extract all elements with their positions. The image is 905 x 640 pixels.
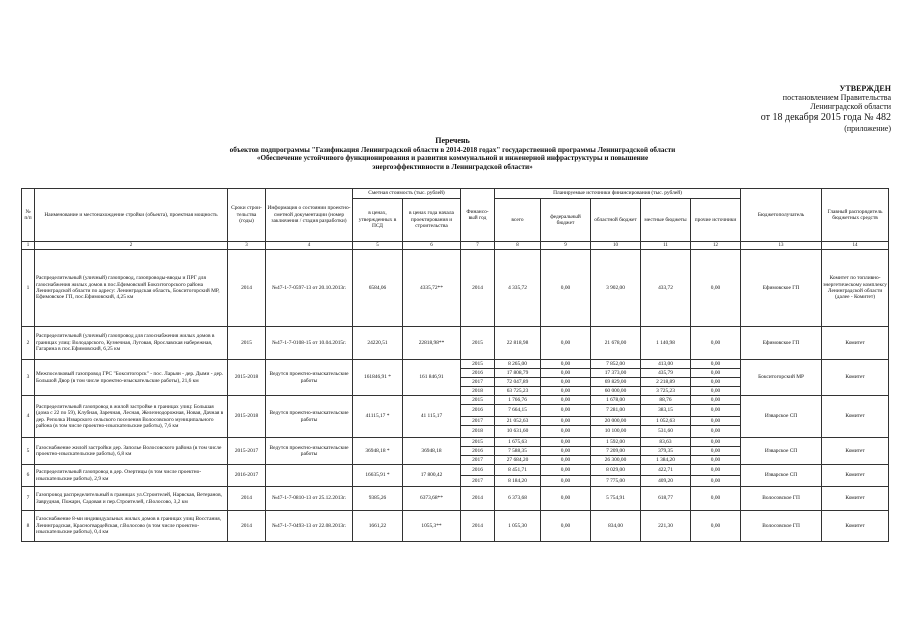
- fin-total: 1 055,30: [495, 511, 541, 542]
- fin-total: 6 373,68: [495, 487, 541, 511]
- object-name: Межпоселковый газопровод ГРС "Бокситогорск" - пос. Ларьян - дер. Дыми - дер. Большой Двор (в том числе проектно-изыскательские работы), 21,6 км: [35, 360, 228, 396]
- fin-total: 8 265,00: [495, 360, 541, 369]
- construction-terms: 2014: [228, 487, 266, 511]
- budget-recipient: Волосовское ГП: [741, 487, 822, 511]
- fin-local: 433,72: [641, 250, 691, 327]
- object-name: Распределительный (уличный) газопровод, газопроводы-вводы и ПРГ для газоснабжения жилых домов в пос.Ефимовский Бокситогорского района Ленинградской области по адресу: Ленинградская область, Бокситогорский МР, Ефимовское ГП, пос.Ефимовский, 4,25 км: [35, 250, 228, 327]
- table-row: [22, 396, 889, 405]
- construction-terms: 2015: [228, 327, 266, 360]
- design-documentation-info: Ведутся проектно-изыскательские работы: [266, 360, 353, 396]
- fin-federal: 0,00: [541, 476, 591, 487]
- table-row: [22, 511, 889, 542]
- fin-total: 21 052,63: [495, 417, 541, 426]
- header-other: прочие источники: [691, 199, 741, 242]
- fin-other: 0,00: [691, 250, 741, 327]
- cost-current-prices: 6373,68**: [403, 487, 461, 511]
- fin-regional: 834,00: [591, 511, 641, 542]
- objects-table: [21, 188, 889, 542]
- column-number: 4: [266, 242, 353, 250]
- main-budget-manager: Комитет по топливно-энергетическому комплексу Ленинградской области (далее - Комитет): [822, 250, 889, 327]
- cost-approved-psd: 41115,17 *: [353, 396, 403, 438]
- approval-line-3: Ленинградской области: [810, 102, 891, 112]
- fin-total: 1 766,76: [495, 396, 541, 405]
- table-row: [22, 250, 889, 327]
- fin-other: 0,00: [691, 387, 741, 396]
- column-number-row: [22, 242, 889, 250]
- header-name: Наименование и местонахождение стройки (объекта), проектная мощность: [35, 189, 228, 242]
- title-line-2: объектов подпрограммы "Газификация Ленинградской области в 2014-2018 годах" государственной программы Ленинградской области: [229, 145, 676, 154]
- document-title: [150, 137, 755, 171]
- column-number: 3: [228, 242, 266, 250]
- approval-date: от 18 декабря 2015 года № 482: [760, 111, 891, 123]
- fin-other: 0,00: [691, 456, 741, 465]
- fin-federal: 0,00: [541, 447, 591, 456]
- fin-other: 0,00: [691, 487, 741, 511]
- budget-recipient: Ефимовское ГП: [741, 250, 822, 327]
- cost-approved-psd: 9385,26: [353, 487, 403, 511]
- column-number: 13: [741, 242, 822, 250]
- fin-year: 2014: [461, 487, 495, 511]
- header-recipient: Бюджетополучатель: [741, 189, 822, 242]
- cost-approved-psd: 1661,22: [353, 511, 403, 542]
- fin-regional: 7 852,00: [591, 360, 641, 369]
- fin-federal: 0,00: [541, 378, 591, 387]
- fin-year: 2018: [461, 387, 495, 396]
- fin-federal: 0,00: [541, 396, 591, 405]
- fin-other: 0,00: [691, 417, 741, 426]
- fin-other: 0,00: [691, 327, 741, 360]
- fin-federal: 0,00: [541, 456, 591, 465]
- fin-total: 4 335,72: [495, 250, 541, 327]
- header-fin-year: Финансо-вый год: [461, 189, 495, 242]
- fin-year: 2016: [461, 405, 495, 417]
- budget-recipient: Изварское СП: [741, 465, 822, 487]
- header-fin-group: Планируемые источники финансирования (тыс. рублей): [495, 189, 741, 199]
- main-budget-manager: Комитет: [822, 396, 889, 438]
- object-name: Распределительный (уличный) газопровод для газоснабжения жилых домов в границах улиц: Володарского, Кузнечная, Луговая, Ярославская набережная, Гагарина в пос.Ефимовский, 6,25 км: [35, 327, 228, 360]
- cost-current-prices: 1055,3**: [403, 511, 461, 542]
- fin-federal: 0,00: [541, 327, 591, 360]
- column-number: 7: [461, 242, 495, 250]
- column-number: 1: [22, 242, 35, 250]
- fin-year: 2014: [461, 250, 495, 327]
- fin-local: 435,79: [641, 369, 691, 378]
- approval-block: [761, 84, 891, 133]
- fin-year: 2017: [461, 378, 495, 387]
- construction-terms: 2015-2018: [228, 396, 266, 438]
- title-line-4: энергоэффективности в Ленинградской области»: [372, 162, 533, 171]
- cost-approved-psd: 161846,91 *: [353, 360, 403, 396]
- row-number: 8: [22, 511, 35, 542]
- fin-local: 1 140,98: [641, 327, 691, 360]
- fin-total: 1 675,63: [495, 438, 541, 447]
- construction-terms: 2015-2017: [228, 438, 266, 465]
- title-line-3: «Обеспечение устойчивого функционирования и развития коммунальной и инженерной инфраструктуры и повышение: [256, 154, 649, 163]
- header-info: Информация о состоянии проектно-сметной документации (номер заключения / стадия разработки): [266, 189, 353, 242]
- fin-total: 7 664,15: [495, 405, 541, 417]
- fin-local: 379,35: [641, 447, 691, 456]
- object-name: Газопровод распределительный в границах ул.Строителей, Нарвская, Ветеранов, Заврудная, Пожарн, Садовая и пер.Строителей, г.Волосово, 3,2 км: [35, 487, 228, 511]
- cost-approved-psd: 16635,91 *: [353, 465, 403, 487]
- fin-federal: 0,00: [541, 417, 591, 426]
- cost-current-prices: 36948,18: [403, 438, 461, 465]
- fin-other: 0,00: [691, 378, 741, 387]
- column-number: 11: [641, 242, 691, 250]
- fin-local: 413,00: [641, 360, 691, 369]
- fin-other: 0,00: [691, 405, 741, 417]
- fin-federal: 0,00: [541, 438, 591, 447]
- fin-year: 2018: [461, 426, 495, 438]
- fin-regional: 17 373,00: [591, 369, 641, 378]
- header-local: местные бюджеты: [641, 199, 691, 242]
- main-budget-manager: Комитет: [822, 511, 889, 542]
- header-num: № п/п: [22, 189, 35, 242]
- construction-terms: 2015-2018: [228, 360, 266, 396]
- fin-year: 2017: [461, 456, 495, 465]
- design-documentation-info: №47-1-7-0493-13 от 22.08.2013г.: [266, 511, 353, 542]
- table-row: [22, 438, 889, 447]
- fin-local: 409,20: [641, 476, 691, 487]
- fin-federal: 0,00: [541, 487, 591, 511]
- fin-regional: 1 678,00: [591, 396, 641, 405]
- fin-year: 2015: [461, 360, 495, 369]
- approval-title: УТВЕРЖДЕН: [839, 84, 891, 93]
- fin-regional: 20 000,00: [591, 417, 641, 426]
- column-number: 10: [591, 242, 641, 250]
- table-body: [22, 242, 889, 542]
- construction-terms: 2016-2017: [228, 465, 266, 487]
- design-documentation-info: №47-1-7-0810-13 от 25.12.2013г.: [266, 487, 353, 511]
- fin-other: 0,00: [691, 438, 741, 447]
- fin-regional: 60 000,00: [591, 387, 641, 396]
- fin-other: 0,00: [691, 511, 741, 542]
- fin-other: 0,00: [691, 465, 741, 476]
- fin-federal: 0,00: [541, 405, 591, 417]
- cost-current-prices: 4335,72**: [403, 250, 461, 327]
- column-number: 14: [822, 242, 889, 250]
- approval-note: (приложение): [844, 123, 891, 133]
- fin-total: 22 818,98: [495, 327, 541, 360]
- table-row: [22, 487, 889, 511]
- budget-recipient: Изварское СП: [741, 438, 822, 465]
- fin-year: 2015: [461, 438, 495, 447]
- fin-year: 2017: [461, 476, 495, 487]
- row-number: 7: [22, 487, 35, 511]
- construction-terms: 2014: [228, 250, 266, 327]
- object-name: Распределительный газопровод в жилой застройке в границах улиц: Большая (дома с 22 по 59), Клубная, Заречная, Лесная, Железнодорожная, Новая, Дачная в дер. Реполка Изварского сельского поселения Волосовского муниципального района (в том числе проектно-изыскательские работы), 7,6 км: [35, 396, 228, 438]
- fin-other: 0,00: [691, 396, 741, 405]
- cost-approved-psd: 36948,18 *: [353, 438, 403, 465]
- fin-federal: 0,00: [541, 360, 591, 369]
- fin-total: 27 684,20: [495, 456, 541, 465]
- fin-regional: 7 209,00: [591, 447, 641, 456]
- object-name: Газоснабжение 8-ми индивидуальных жилых домов в границах улиц Восстания, Ленинградская, Красногвардейская, г.Волосово (в том числе проектно-изыскательские работы), 0,4 км: [35, 511, 228, 542]
- cost-approved-psd: 24220,51: [353, 327, 403, 360]
- fin-regional: 7 281,00: [591, 405, 641, 417]
- fin-regional: 7 775,00: [591, 476, 641, 487]
- fin-federal: 0,00: [541, 250, 591, 327]
- cost-approved-psd: 6584,06: [353, 250, 403, 327]
- budget-recipient: Волосовское ГП: [741, 511, 822, 542]
- fin-year: 2016: [461, 465, 495, 476]
- cost-current-prices: 22818,98**: [403, 327, 461, 360]
- fin-regional: 1 592,00: [591, 438, 641, 447]
- header-federal: федеральный бюджет: [541, 199, 591, 242]
- fin-regional: 5 754,91: [591, 487, 641, 511]
- fin-local: 3 725,23: [641, 387, 691, 396]
- fin-year: 2015: [461, 327, 495, 360]
- fin-other: 0,00: [691, 369, 741, 378]
- fin-total: 8 451,71: [495, 465, 541, 476]
- fin-year: 2014: [461, 511, 495, 542]
- fin-federal: 0,00: [541, 465, 591, 476]
- cost-current-prices: 161 846,91: [403, 360, 461, 396]
- design-documentation-info: №47-1-7-0597-13 от 20.10.2013г.: [266, 250, 353, 327]
- fin-local: 1 384,20: [641, 456, 691, 465]
- object-name: Газоснабжение жилой застройки дер. Заполье Волосовского района (в том числе проектно-изыскательские работы), 6,8 км: [35, 438, 228, 465]
- fin-regional: 3 902,00: [591, 250, 641, 327]
- budget-recipient: Ефимовское ГП: [741, 327, 822, 360]
- fin-year: 2017: [461, 417, 495, 426]
- fin-total: 10 631,60: [495, 426, 541, 438]
- fin-federal: 0,00: [541, 387, 591, 396]
- main-budget-manager: Комитет: [822, 487, 889, 511]
- table-row: [22, 360, 889, 369]
- header-total: всего: [495, 199, 541, 242]
- fin-local: 422,71: [641, 465, 691, 476]
- main-budget-manager: Комитет: [822, 327, 889, 360]
- fin-local: 83,63: [641, 438, 691, 447]
- row-number: 6: [22, 465, 35, 487]
- fin-other: 0,00: [691, 476, 741, 487]
- budget-recipient: Изварское СП: [741, 396, 822, 438]
- header-manager: Главный распорядитель бюджетных средств: [822, 189, 889, 242]
- fin-other: 0,00: [691, 426, 741, 438]
- fin-regional: 26 300,00: [591, 456, 641, 465]
- fin-local: 531,60: [641, 426, 691, 438]
- fin-total: 7 588,35: [495, 447, 541, 456]
- header-cost-psd: в ценах, утвержденных в ПСД: [353, 199, 403, 242]
- header-cost-group: Сметная стоимость (тыс. рублей): [353, 189, 461, 199]
- column-number: 5: [353, 242, 403, 250]
- table-row: [22, 465, 889, 476]
- fin-year: 2016: [461, 447, 495, 456]
- fin-regional: 21 678,00: [591, 327, 641, 360]
- budget-recipient: Бокситогорский МР: [741, 360, 822, 396]
- fin-year: 2015: [461, 396, 495, 405]
- cost-current-prices: 41 115,17: [403, 396, 461, 438]
- fin-federal: 0,00: [541, 369, 591, 378]
- row-number: 5: [22, 438, 35, 465]
- design-documentation-info: №47-1-7-0108-15 от 10.04.2015г.: [266, 327, 353, 360]
- row-number: 1: [22, 250, 35, 327]
- fin-regional: 8 029,00: [591, 465, 641, 476]
- fin-total: 8 184,20: [495, 476, 541, 487]
- fin-local: 2 218,89: [641, 378, 691, 387]
- main-budget-manager: Комитет: [822, 465, 889, 487]
- fin-year: 2016: [461, 369, 495, 378]
- design-documentation-info: [266, 465, 353, 487]
- fin-total: 63 725,23: [495, 387, 541, 396]
- fin-federal: 0,00: [541, 511, 591, 542]
- header-cost-current: в ценах года начала проектирования и строительства: [403, 199, 461, 242]
- fin-local: 618,77: [641, 487, 691, 511]
- fin-total: 72 047,89: [495, 378, 541, 387]
- fin-federal: 0,00: [541, 426, 591, 438]
- header-terms: Сроки строи-тельства (годы): [228, 189, 266, 242]
- fin-local: 88,76: [641, 396, 691, 405]
- column-number: 9: [541, 242, 591, 250]
- header-regional: областной бюджет: [591, 199, 641, 242]
- column-number: 8: [495, 242, 541, 250]
- table-row: [22, 327, 889, 360]
- column-number: 6: [403, 242, 461, 250]
- design-documentation-info: Ведутся проектно-изыскательские работы: [266, 438, 353, 465]
- main-budget-manager: Комитет: [822, 438, 889, 465]
- column-number: 12: [691, 242, 741, 250]
- row-number: 2: [22, 327, 35, 360]
- main-budget-manager: Комитет: [822, 360, 889, 396]
- object-name: Распределительный газопровод в дер. Озертицы (в том числе проектно-изыскательские работы), 2,9 км: [35, 465, 228, 487]
- fin-total: 17 808,79: [495, 369, 541, 378]
- fin-local: 383,15: [641, 405, 691, 417]
- cost-current-prices: 17 800,42: [403, 465, 461, 487]
- title-line-1: Перечень: [435, 136, 470, 145]
- design-documentation-info: Ведутся проектно-изыскательские работы: [266, 396, 353, 438]
- fin-other: 0,00: [691, 447, 741, 456]
- approval-line-2: постановлением Правительства: [782, 93, 891, 103]
- fin-local: 1 052,63: [641, 417, 691, 426]
- fin-local: 221,30: [641, 511, 691, 542]
- row-number: 3: [22, 360, 35, 396]
- fin-other: 0,00: [691, 360, 741, 369]
- column-number: 2: [35, 242, 228, 250]
- fin-regional: 69 829,00: [591, 378, 641, 387]
- construction-terms: 2014: [228, 511, 266, 542]
- row-number: 4: [22, 396, 35, 438]
- fin-regional: 10 100,00: [591, 426, 641, 438]
